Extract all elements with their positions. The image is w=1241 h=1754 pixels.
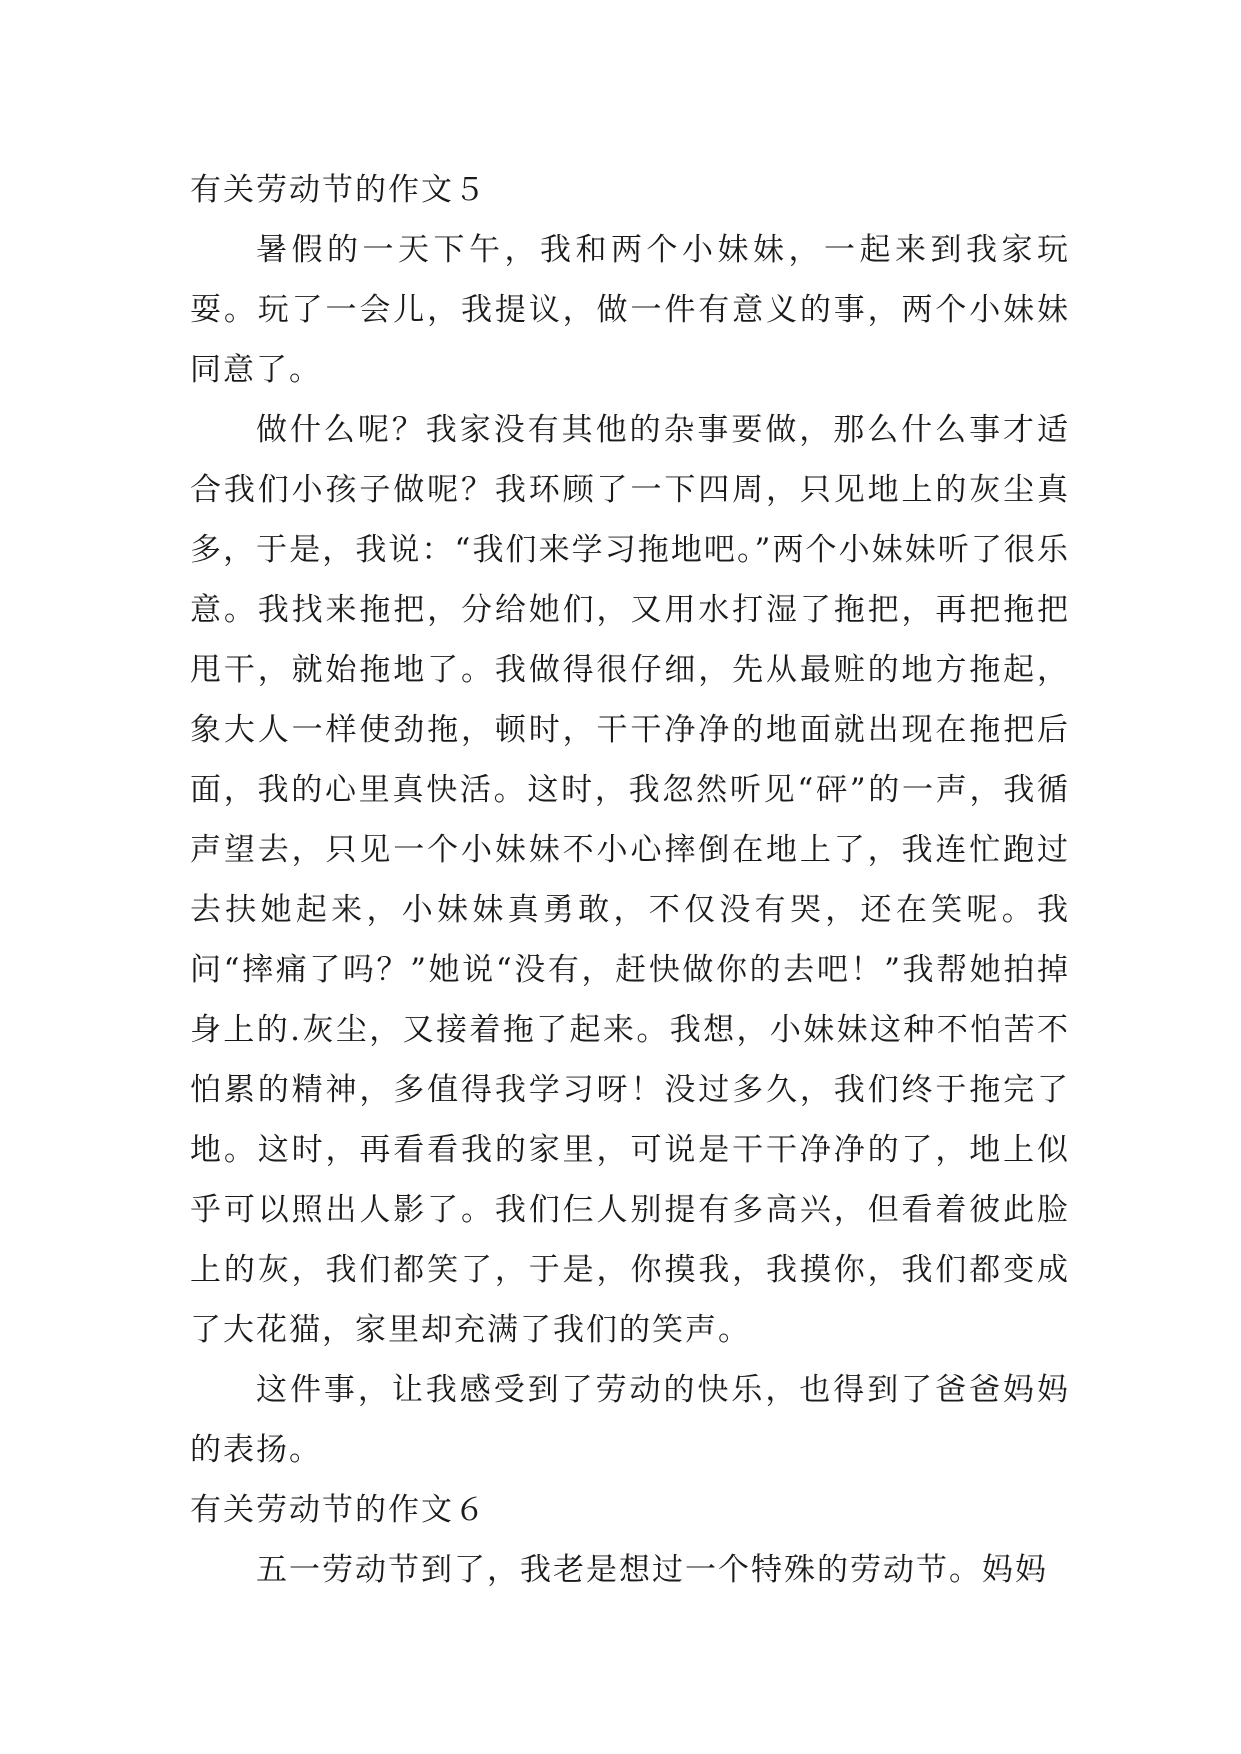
essay-5-paragraph-3: 这件事，让我感受到了劳动的快乐，也得到了爸爸妈妈的表扬。: [190, 1372, 1070, 1468]
essay-5-heading: 有关劳动节的作文５: [190, 172, 487, 208]
essay-5-paragraph-1: 暑假的一天下午，我和两个小妹妹，一起来到我家玩耍。玩了一会儿，我提议，做一件有意义的事，两个小妹妹同意了。: [190, 232, 1070, 388]
document-body: [190, 160, 1070, 1600]
essay-6-paragraph-1: 五一劳动节到了，我老是想过一个特殊的劳动节。妈妈: [256, 1552, 1048, 1588]
essay-5-paragraph-2: 做什么呢？我家没有其他的杂事要做，那么什么事才适合我们小孩子做呢？我环顾了一下四周，只见地上的灰尘真多，于是，我说：“我们来学习拖地吧。”两个小妹妹听了很乐意。我找来拖把，分给她们，又用水打湿了拖把，再把拖把甩干，就始拖地了。我做得很仔细，先从最赃的地方拖起，象大人一样使劲拖，顿时，干干净净的地面就出现在拖把后面，我的心里真快活。这时，我忽然听见“砰”的一声，我循声望去，只见一个小妹妹不小心摔倒在地上了，我连忙跑过去扶她起来，小妹妹真勇敢，不仅没有哭，还在笑呢。我问“摔痛了吗？”她说“没有，赶快做你的去吧！”我帮她拍掉身上的.灰尘，又接着拖了起来。我想，小妹妹这种不怕苦不怕累的精神，多值得我学习呀！没过多久，我们终于拖完了地。这时，再看看我的家里，可说是干干净净的了，地上似乎可以照出人影了。我们仨人别提有多高兴，但看着彼此脸上的灰，我们都笑了，于是，你摸我，我摸你，我们都变成了大花猫，家里却充满了我们的笑声。: [190, 412, 1070, 1348]
essay-6-heading: 有关劳动节的作文６: [190, 1492, 487, 1528]
